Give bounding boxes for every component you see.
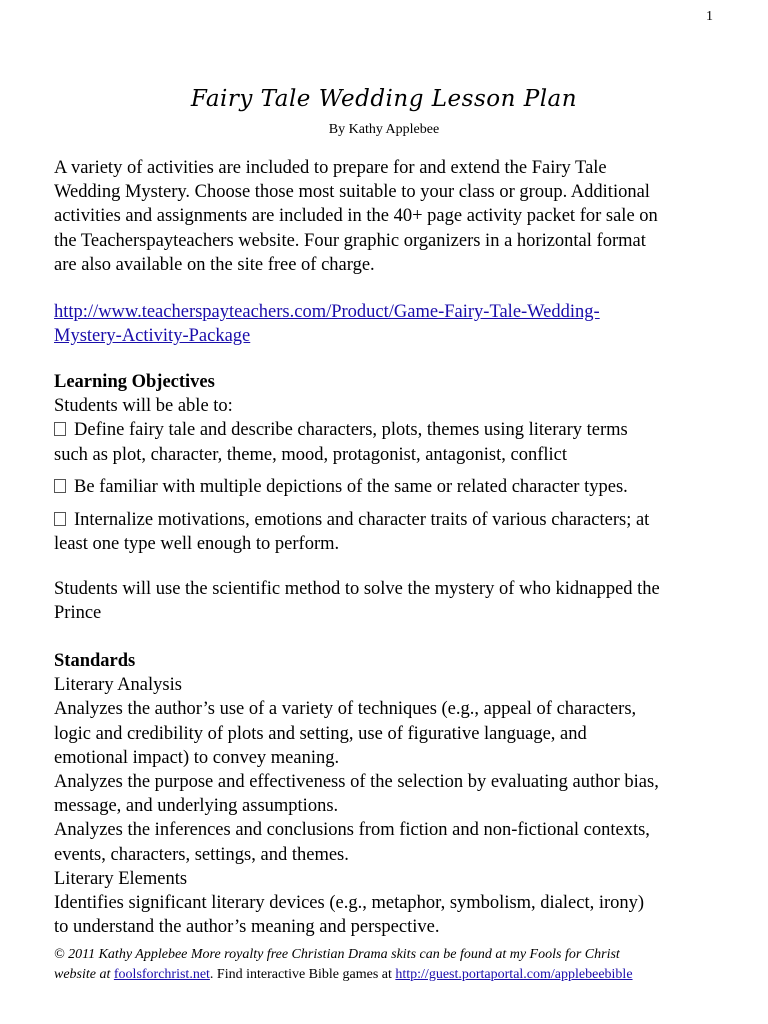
standards-section [54, 649, 734, 939]
objective-text: least one type well enough to perform. [54, 534, 340, 555]
objectives-lead: Students will be able to: [54, 396, 233, 417]
standards-line: to understand the author’s meaning and perspective. [54, 917, 440, 938]
objective-item [54, 508, 734, 556]
intro-paragraph [54, 156, 734, 277]
standards-line: emotional impact) to convey meaning. [54, 747, 340, 768]
learning-objectives-heading: Learning Objectives [54, 372, 215, 392]
bullet-box-icon [54, 422, 66, 436]
product-link[interactable]: http://www.teacherspayteachers.com/Product/Game-Fairy-Tale-Wedding- [54, 302, 600, 322]
product-link[interactable]: Mystery-Activity-Package [54, 326, 251, 347]
standards-line: Identifies significant literary devices (e.g., metaphor, symbolism, dialect, irony) [54, 893, 645, 914]
objective-item [54, 418, 734, 442]
footer-text: website at [54, 967, 114, 982]
standards-line: Analyzes the author’s use of a variety of techniques (e.g., appeal of characters, [54, 699, 637, 720]
intro-line: Wedding Mystery. Choose those most suitable to your class or group. Additional [54, 182, 650, 203]
footer-line: © 2011 Kathy Applebee More royalty free Christian Drama skits can be found at my Fools for Christ [54, 947, 620, 962]
foolsforchrist-link[interactable]: foolsforchrist.net [113, 967, 210, 982]
bullet-box-icon [54, 512, 66, 526]
standards-heading: Standards [54, 651, 136, 671]
footer [54, 945, 734, 985]
intro-line: the Teacherspayteachers website. Four graphic organizers in a horizontal format [54, 230, 646, 251]
method-line: Prince [54, 603, 102, 624]
bullet-box-icon [54, 479, 66, 493]
document-title: Fairy Tale Wedding Lesson Plan [190, 86, 578, 112]
objective-text: Be familiar with multiple depictions of the same or related character types. [74, 477, 628, 497]
standards-line: Literary Elements [54, 868, 188, 889]
standards-line: Analyzes the purpose and effectiveness of the selection by evaluating author bias, [54, 772, 659, 793]
product-link-block [54, 300, 734, 348]
objective-text: Define fairy tale and describe characters, plots, themes using literary terms [74, 420, 628, 441]
scientific-method-paragraph [54, 577, 734, 625]
footer-text: . Find interactive Bible games at [209, 967, 396, 982]
method-line: Students will use the scientific method to solve the mystery of who kidnapped the [54, 579, 660, 599]
footer-line [54, 965, 734, 985]
objective-text: Internalize motivations, emotions and character traits of various characters; at [74, 510, 650, 530]
standards-line: events, characters, settings, and themes. [54, 844, 349, 865]
standards-line: Analyzes the inferences and conclusions from fiction and non-fictional contexts, [54, 820, 650, 841]
intro-line: are also available on the site free of charge. [54, 254, 375, 275]
author-byline: By Kathy Applebee [328, 122, 440, 137]
page-number: 1 [706, 9, 713, 24]
objective-item [54, 475, 734, 499]
intro-line: activities and assignments are included in the 40+ page activity packet for sale on [54, 206, 658, 227]
learning-objectives-section [54, 370, 734, 467]
portaportal-link[interactable]: http://guest.portaportal.com/applebeebible [395, 967, 633, 982]
standards-line: logic and credibility of plots and setting, use of figurative language, and [54, 723, 587, 744]
intro-line: A variety of activities are included to prepare for and extend the Fairy Tale [54, 158, 607, 178]
standards-line: message, and underlying assumptions. [54, 796, 339, 817]
standards-line: Literary Analysis [54, 675, 182, 696]
objective-text: such as plot, character, theme, mood, protagonist, antagonist, conflict [54, 444, 568, 465]
